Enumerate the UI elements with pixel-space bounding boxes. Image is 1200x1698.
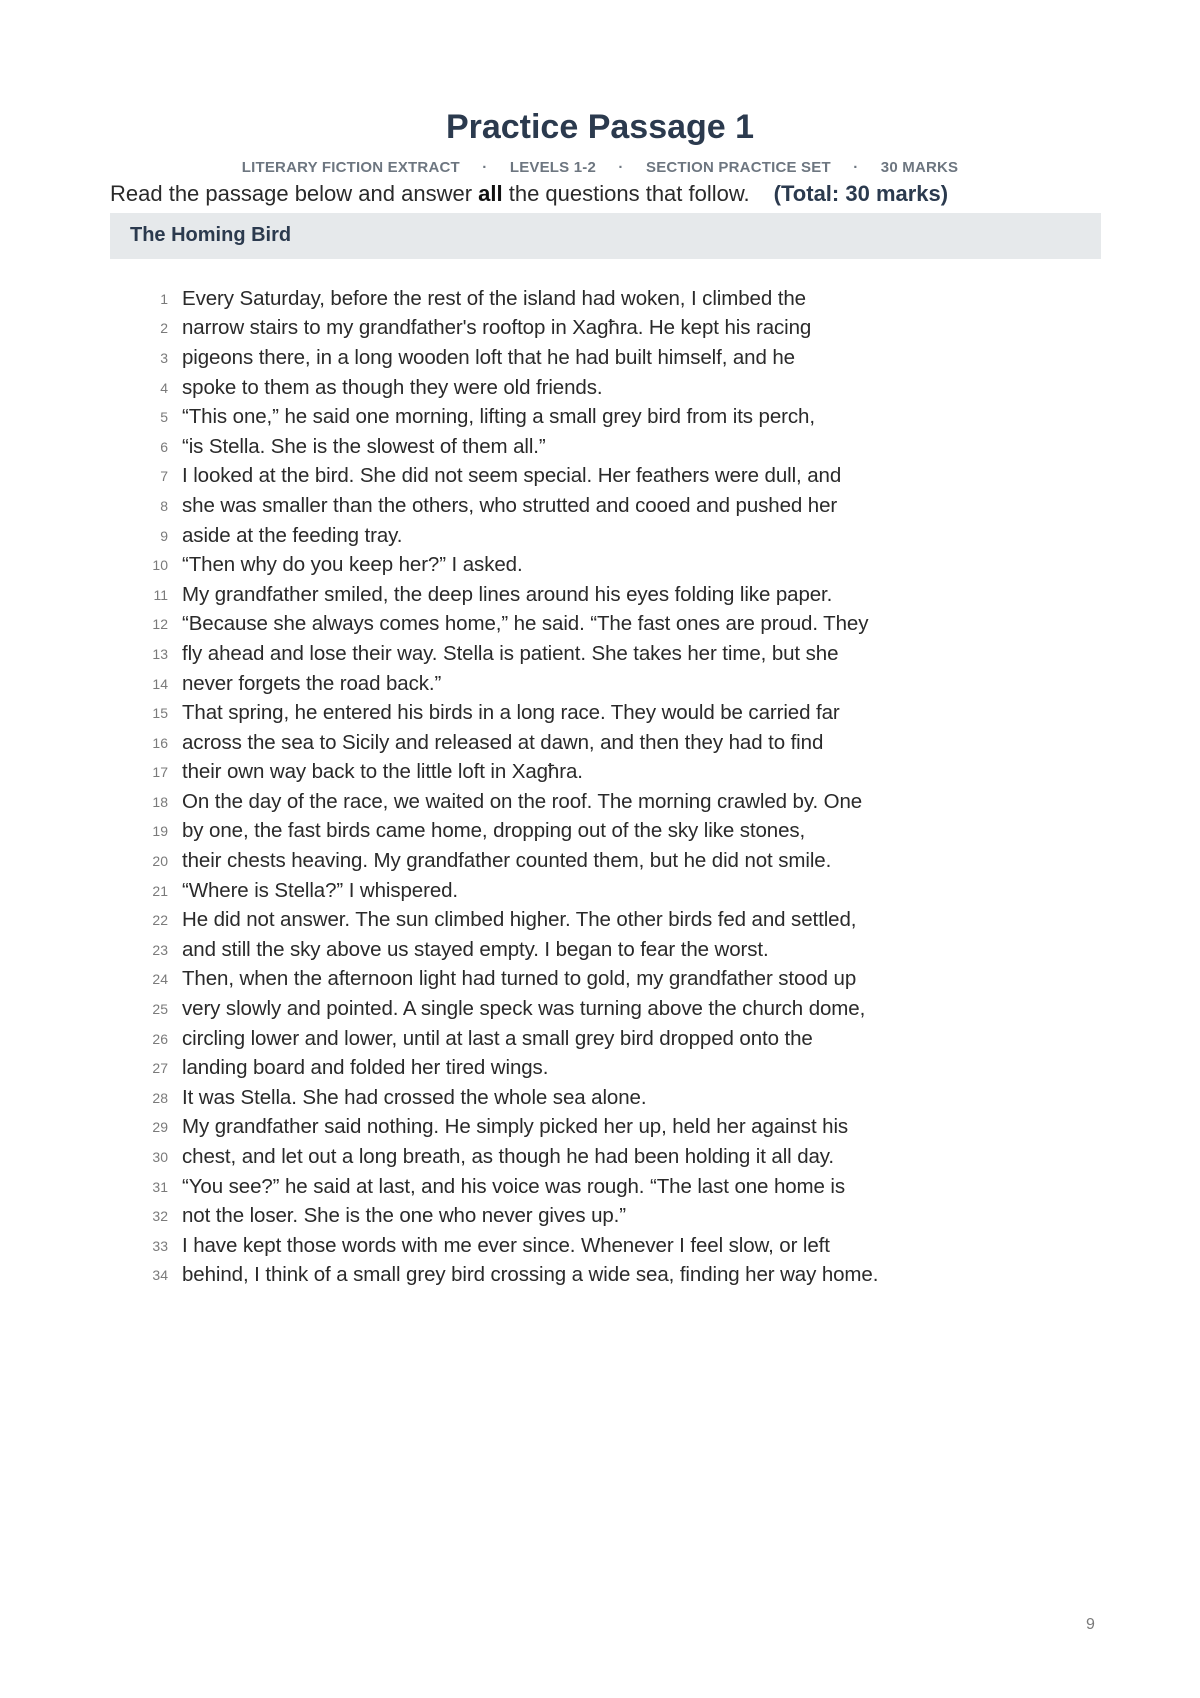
passage-line (138, 1024, 878, 1054)
line-number: 6 (160, 438, 168, 455)
line-text: pigeons there, in a long wooden loft that he had built himself, and he (182, 345, 795, 369)
passage-line (138, 284, 878, 314)
line-number: 28 (152, 1089, 168, 1106)
line-text: “Where is Stella?” I whispered. (182, 878, 459, 902)
passage-line (138, 817, 878, 847)
line-number: 25 (152, 1001, 168, 1018)
line-number: 8 (160, 497, 168, 514)
passage-line (138, 669, 878, 699)
line-text: never forgets the road back.” (182, 671, 442, 695)
passage-line (138, 728, 878, 758)
line-number: 20 (152, 853, 168, 870)
line-text: their chests heaving. My grandfather counted them, but he did not smile. (182, 849, 832, 873)
page-title: Practice Passage 1 (445, 108, 755, 146)
line-number: 17 (152, 764, 168, 781)
line-text: I have kept those words with me ever since. Whenever I feel slow, or left (182, 1233, 830, 1257)
passage-line (138, 343, 878, 373)
passage-line (138, 1261, 878, 1291)
line-number: 1 (160, 290, 168, 307)
line-number: 32 (152, 1208, 168, 1225)
line-number: 30 (152, 1149, 168, 1166)
line-text: very slowly and pointed. A single speck was turning above the church dome, (182, 997, 866, 1021)
line-number: 11 (153, 586, 168, 603)
line-text: “You see?” he said at last, and his voice was rough. “The last one home is (182, 1174, 846, 1198)
line-number: 5 (160, 409, 168, 426)
passage-line (138, 1083, 878, 1113)
passage-line (138, 1172, 878, 1202)
line-text: It was Stella. She had crossed the whole sea alone. (182, 1085, 647, 1109)
line-number: 7 (160, 468, 168, 485)
passage-line (138, 314, 878, 344)
total-marks: (Total: 30 marks) (773, 181, 949, 206)
passage-meta (0, 158, 1200, 178)
line-text: across the sea to Sicily and released at dawn, and then they had to find (182, 730, 824, 754)
passage-line (138, 550, 878, 580)
passage-line (138, 1053, 878, 1083)
passage-line (138, 905, 878, 935)
passage-line (138, 1231, 878, 1261)
line-text: Every Saturday, before the rest of the island had woken, I climbed the (182, 286, 806, 310)
line-number: 10 (152, 557, 168, 574)
passage-title: The Homing Bird (130, 224, 292, 246)
meta-genre: LITERARY FICTION EXTRACT (241, 159, 460, 176)
instruction-after: the questions that follow. (502, 181, 750, 206)
line-number: 15 (152, 705, 168, 722)
line-text: “Then why do you keep her?” I asked. (182, 553, 523, 577)
line-text: by one, the fast birds came home, dropping out of the sky like stones, (182, 819, 806, 843)
passage-line (138, 698, 878, 728)
line-number: 14 (152, 675, 168, 692)
passage-line (138, 846, 878, 876)
passage-line (138, 935, 878, 965)
passage-line (138, 1142, 878, 1172)
passage-line (138, 491, 878, 521)
line-number: 33 (152, 1237, 168, 1254)
meta-separator: · (482, 159, 488, 176)
line-text: fly ahead and lose their way. Stella is patient. She takes her time, but she (182, 641, 839, 665)
line-text: He did not answer. The sun climbed higher. The other birds fed and settled, (182, 908, 857, 932)
line-text: “is Stella. She is the slowest of them all.” (182, 434, 546, 458)
instruction (110, 180, 948, 208)
meta-separator: · (853, 159, 859, 176)
passage-line (138, 580, 878, 610)
meta-separator: · (618, 159, 624, 176)
passage-line (138, 965, 878, 995)
line-number: 34 (152, 1267, 168, 1284)
line-text: My grandfather said nothing. He simply picked her up, held her against his (182, 1115, 849, 1139)
instruction-emphasis: all (478, 181, 503, 206)
line-text: spoke to them as though they were old friends. (182, 375, 603, 399)
line-text: “Because she always comes home,” he said. “The fast ones are proud. They (182, 612, 869, 636)
line-text: aside at the feeding tray. (182, 523, 403, 547)
line-number: 22 (152, 912, 168, 929)
passage-line (138, 432, 878, 462)
line-number: 18 (152, 793, 168, 810)
line-text: landing board and folded her tired wings. (182, 1056, 549, 1080)
line-number: 29 (152, 1119, 168, 1136)
passage-line (138, 876, 878, 906)
passage-line (138, 994, 878, 1024)
passage-line (138, 758, 878, 788)
line-text: she was smaller than the others, who strutted and cooed and pushed her (182, 493, 838, 517)
line-text: narrow stairs to my grandfather's rooftop in Xagħra. He kept his racing (182, 316, 812, 340)
line-text: circling lower and lower, until at last a small grey bird dropped onto the (182, 1026, 813, 1050)
passage-line (138, 787, 878, 817)
line-number: 27 (152, 1060, 168, 1077)
line-number: 16 (152, 734, 168, 751)
meta-set: SECTION PRACTICE SET (645, 159, 831, 176)
line-text: I looked at the bird. She did not seem special. Her feathers were dull, and (182, 464, 842, 488)
line-number: 26 (152, 1030, 168, 1047)
passage-text (138, 284, 878, 1290)
passage-line (138, 402, 878, 432)
instruction-before: Read the passage below and answer (110, 181, 479, 206)
line-text: That spring, he entered his birds in a long race. They would be carried far (182, 701, 840, 725)
passage-line (138, 1201, 878, 1231)
line-number: 31 (152, 1178, 168, 1195)
line-text: Then, when the afternoon light had turned to gold, my grandfather stood up (182, 967, 857, 991)
line-number: 3 (160, 349, 168, 366)
meta-marks: 30 MARKS (880, 159, 959, 176)
line-number: 21 (152, 882, 168, 899)
passage-line (138, 521, 878, 551)
line-text: “This one,” he said one morning, lifting a small grey bird from its perch, (182, 405, 815, 429)
page-number: 9 (1086, 1616, 1095, 1633)
line-text: My grandfather smiled, the deep lines around his eyes folding like paper. (182, 582, 833, 606)
line-number: 12 (152, 616, 168, 633)
line-number: 23 (152, 941, 168, 958)
passage-title-bar (110, 213, 1101, 259)
line-text: their own way back to the little loft in Xagħra. (182, 760, 583, 784)
line-text: not the loser. She is the one who never gives up.” (182, 1204, 626, 1228)
line-number: 2 (160, 320, 168, 337)
line-number: 4 (160, 379, 168, 396)
line-number: 24 (152, 971, 168, 988)
line-text: and still the sky above us stayed empty. I began to fear the worst. (182, 937, 769, 961)
line-text: behind, I think of a small grey bird crossing a wide sea, finding her way home. (182, 1263, 879, 1287)
line-text: On the day of the race, we waited on the roof. The morning crawled by. One (182, 789, 863, 813)
meta-levels: LEVELS 1-2 (509, 159, 597, 176)
line-number: 19 (152, 823, 168, 840)
passage-line (138, 462, 878, 492)
passage-line (138, 639, 878, 669)
passage-line (138, 373, 878, 403)
passage-line (138, 610, 878, 640)
line-text: chest, and let out a long breath, as though he had been holding it all day. (182, 1145, 835, 1169)
line-number: 9 (160, 527, 168, 544)
passage-line (138, 1113, 878, 1143)
line-number: 13 (152, 645, 168, 662)
